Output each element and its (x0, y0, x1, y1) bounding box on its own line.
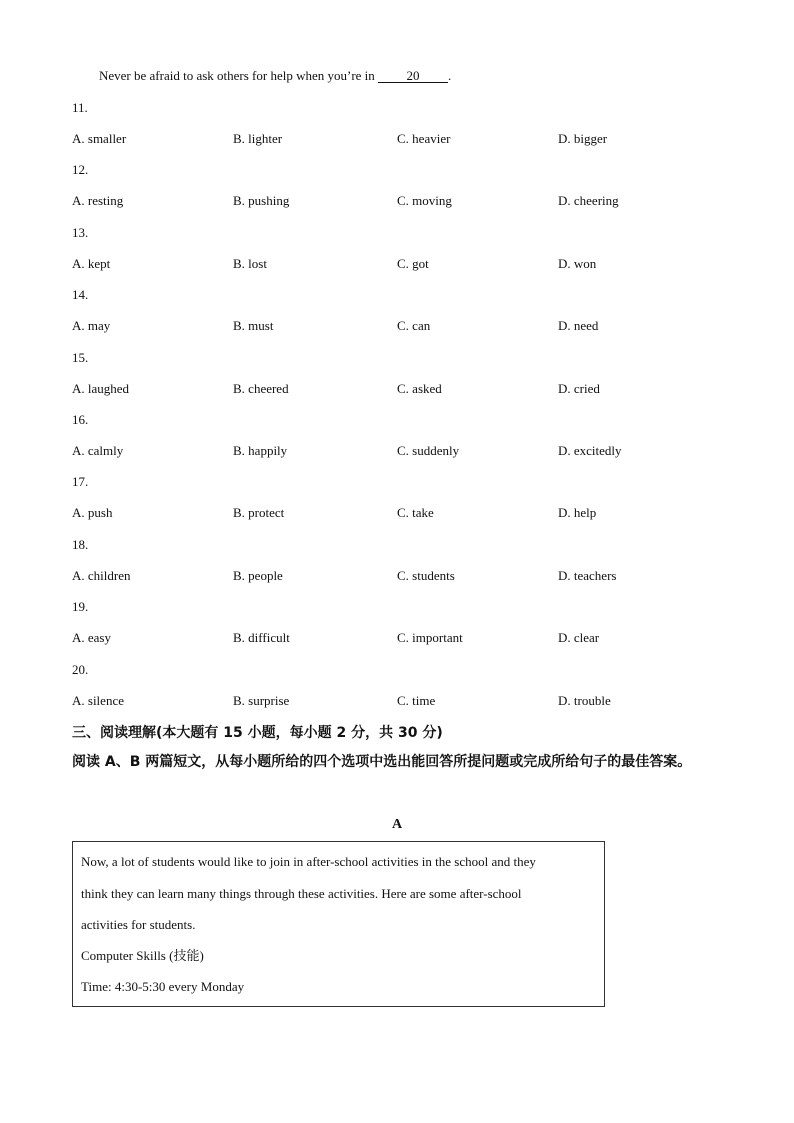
answer-option-d: D. clear (558, 630, 600, 646)
passage-label: A (391, 817, 403, 832)
passage-line: Now, a lot of students would like to join in after-school activities in the school and they (81, 854, 536, 869)
answer-option-b: B. difficult (233, 630, 290, 646)
answer-option-a: A. children (72, 567, 131, 583)
answer-option-c: C. can (397, 318, 431, 334)
question-number: 20. (72, 661, 89, 677)
answer-option-b: B. people (233, 567, 283, 583)
answer-option-b: B. happily (233, 443, 288, 458)
answer-option-d: D. teachers (558, 567, 617, 583)
section-heading: 三、阅读理解(本大题有 15 小题，每小题 2 分，共 30 分) (72, 725, 443, 741)
answer-option-b: B. protect (233, 505, 285, 521)
question-number: 14. (72, 287, 89, 303)
question-number: 16. (72, 412, 89, 427)
answer-option-b: B. lighter (233, 131, 283, 146)
intro-text: Never be afraid to ask others for help when you’re in (99, 68, 375, 83)
answer-option-c: C. take (397, 505, 434, 521)
answer-option-d: D. won (558, 255, 597, 271)
question-number: 15. (72, 349, 89, 365)
intro-end: . (448, 68, 452, 83)
answer-option-c: C. important (397, 630, 463, 646)
answer-option-d: D. need (558, 318, 599, 334)
question-number: 13. (72, 224, 89, 240)
answer-option-a: A. push (72, 505, 113, 521)
answer-option-a: A. laughed (72, 380, 130, 396)
answer-option-c: C. asked (397, 380, 442, 396)
passage-box (72, 841, 605, 1007)
answer-option-d: D. excitedly (558, 443, 622, 458)
answer-option-d: D. cheering (558, 193, 619, 209)
answer-option-c: C. suddenly (397, 443, 460, 458)
answer-option-b: B. lost (233, 255, 267, 271)
passage-line: Time: 4:30-5:30 every Monday (81, 979, 245, 994)
answer-option-b: B. surprise (233, 692, 290, 708)
intro-sentence (99, 68, 451, 84)
answer-option-d: D. trouble (558, 692, 611, 708)
passage-line: Computer Skills (技能) (81, 948, 204, 963)
passage-line: activities for students. (81, 917, 196, 932)
answer-option-b: B. pushing (233, 193, 290, 209)
answer-option-c: C. got (397, 255, 429, 271)
answer-option-a: A. resting (72, 193, 124, 209)
answer-option-b: B. cheered (233, 380, 289, 396)
section-instructions: 阅读 A、B 两篇短文，从每小题所给的四个选项中选出能回答所提问题或完成所给句子的最佳答案。 (72, 754, 692, 770)
answer-option-b: B. must (233, 318, 274, 334)
question-number: 19. (72, 599, 89, 615)
question-number: 18. (72, 536, 89, 552)
answer-option-a: A. kept (72, 255, 111, 271)
answer-option-d: D. bigger (558, 131, 608, 146)
answer-option-a: A. may (72, 318, 111, 334)
answer-option-a: A. calmly (72, 443, 124, 458)
blank-20: 20 (378, 69, 448, 83)
answer-option-c: C. students (397, 567, 455, 583)
passage-line: think they can learn many things through these activities. Here are some after-school (81, 886, 522, 901)
answer-option-c: C. time (397, 692, 436, 708)
answer-option-a: A. smaller (72, 131, 127, 146)
question-number: 17. (72, 474, 89, 490)
answer-option-c: C. moving (397, 193, 452, 209)
answer-option-c: C. heavier (397, 131, 451, 146)
answer-option-a: A. silence (72, 692, 124, 708)
question-number: 12. (72, 162, 89, 178)
answer-option-d: D. help (558, 505, 597, 521)
answer-option-a: A. easy (72, 630, 111, 646)
answer-option-d: D. cried (558, 380, 600, 396)
question-number: 11. (72, 100, 88, 115)
